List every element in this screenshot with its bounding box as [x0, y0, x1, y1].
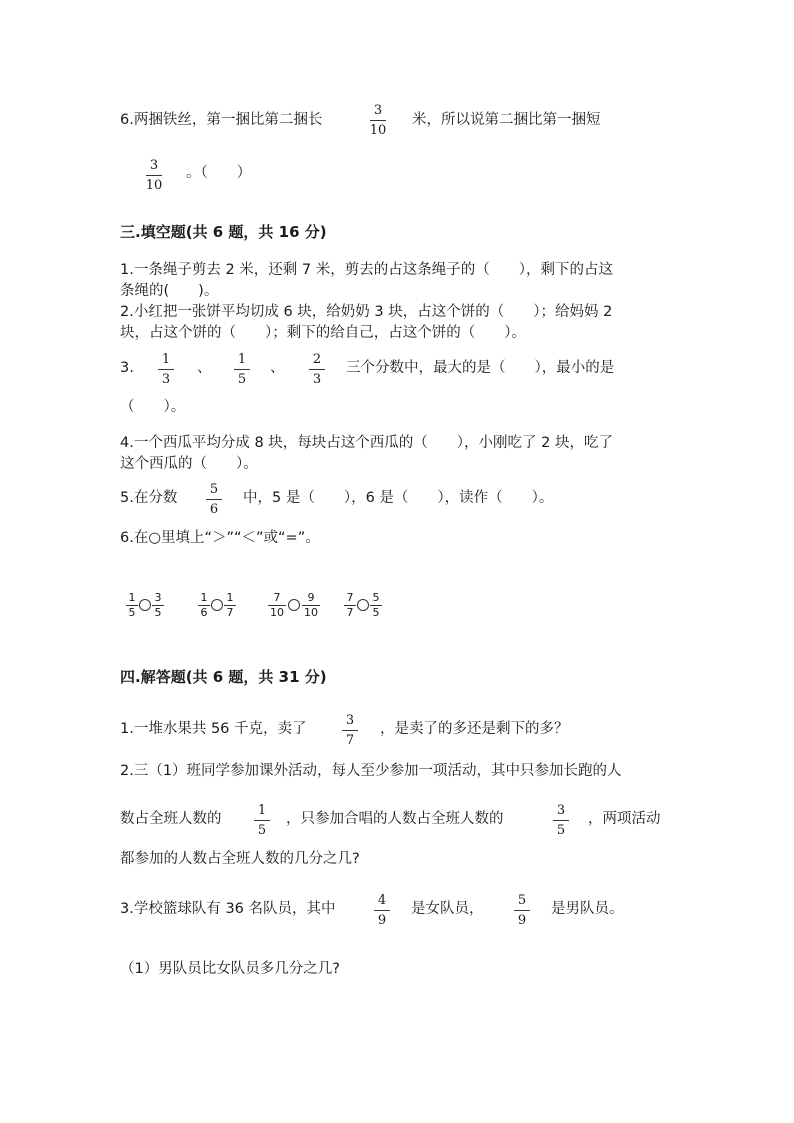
q6-fraction-b: [143, 158, 165, 193]
fraction-numerator: 7: [346, 591, 354, 604]
fraction-numerator: 3: [556, 803, 566, 818]
s4-q1-text-b: ，是卖了的多还是剩下的多？: [380, 721, 569, 737]
s4-q3-text-b: 是女队员，: [411, 901, 484, 917]
s3-q3-fraction-1: [155, 352, 177, 387]
compare-2-right-fraction: [224, 592, 236, 619]
fraction-denominator: 10: [304, 606, 318, 619]
s3-q5-text-a: 5.在分数: [120, 490, 178, 506]
s4-q2-text-a: 数占全班人数的: [120, 811, 222, 827]
s4-q2-fraction-1: [251, 803, 273, 838]
q6-fraction-a: [367, 103, 389, 138]
s4-q1-text-a: 1.一堆水果共 56 千克，卖了: [120, 721, 307, 737]
fraction-denominator: 6: [200, 606, 208, 619]
s3-q3-separator-1: 、: [197, 360, 212, 376]
fraction-numerator: 7: [273, 591, 281, 604]
compare-1-left-fraction: [126, 592, 138, 619]
compare-4-answer-circle[interactable]: [357, 599, 369, 611]
s4-q3-text-a: 3.学校篮球队有 36 名队员，其中: [120, 901, 336, 917]
fraction-denominator: 5: [154, 606, 162, 619]
fraction-denominator: 7: [226, 606, 234, 619]
fraction-denominator: 5: [556, 823, 566, 838]
fraction-numerator: 3: [149, 158, 159, 173]
s3-q3-fraction-3: [306, 352, 328, 387]
fraction-denominator: 10: [270, 606, 284, 619]
fraction-denominator: 5: [237, 372, 247, 387]
compare-4-right-fraction: [370, 592, 382, 619]
fraction-denominator: 7: [345, 733, 355, 748]
fraction-numerator: 5: [517, 893, 527, 908]
fraction-denominator: 5: [128, 606, 136, 619]
compare-2-left-fraction: [198, 592, 210, 619]
s3-q5-fraction: [203, 482, 225, 517]
s3-q3-fraction-2: [231, 352, 253, 387]
s4-q2-fraction-2: [550, 803, 572, 838]
compare-4-left-fraction: [344, 592, 356, 619]
q6-text-c: 。（ ）: [186, 165, 252, 181]
fraction-numerator: 5: [372, 591, 380, 604]
fraction-numerator: 1: [128, 591, 136, 604]
compare-2-answer-circle[interactable]: [211, 599, 223, 611]
q6-text-b: 米，所以说第二捆比第一捆短: [412, 112, 601, 128]
fraction-denominator: 6: [209, 502, 219, 517]
section3-title: 三.填空题(共 6 题，共 16 分): [120, 223, 327, 241]
fraction-numerator: 5: [209, 482, 219, 497]
fraction-denominator: 10: [369, 123, 387, 138]
s4-q3-fraction-1: [371, 893, 393, 928]
fraction-denominator: 7: [346, 606, 354, 619]
compare-3-left-fraction: [268, 592, 286, 619]
s3-q4-line1: 4.一个西瓜平均分成 8 块，每块占这个西瓜的（ ），小刚吃了 2 块，吃了: [120, 435, 613, 451]
s3-q1-line2: 条绳的( )。: [120, 283, 219, 299]
compare-3-answer-circle[interactable]: [288, 599, 300, 611]
s4-q3-text-c: 是男队员。: [551, 901, 624, 917]
fraction-numerator: 1: [237, 352, 247, 367]
fraction-numerator: 1: [161, 352, 171, 367]
fraction-numerator: 4: [377, 893, 387, 908]
fraction-numerator: 1: [200, 591, 208, 604]
s4-q3-fraction-2: [511, 893, 533, 928]
s4-q2-line1: 2.三（1）班同学参加课外活动，每人至少参加一项活动，其中只参加长跑的人: [120, 763, 622, 779]
q6-text-a: 6.两捆铁丝，第一捆比第二捆长: [120, 112, 323, 128]
s3-q1-line1: 1.一条绳子剪去 2 米，还剩 7 米，剪去的占这条绳子的（ ），剩下的占这: [120, 262, 613, 278]
compare-1-right-fraction: [152, 592, 164, 619]
fraction-numerator: 9: [307, 591, 315, 604]
fraction-denominator: 3: [312, 372, 322, 387]
s4-q2-text-b: ，只参加合唱的人数占全班人数的: [286, 811, 504, 827]
fraction-denominator: 3: [161, 372, 171, 387]
s3-q4-line2: 这个西瓜的（ ）。: [120, 456, 258, 472]
fraction-denominator: 5: [372, 606, 380, 619]
s3-q3-line2: （ ）。: [120, 399, 186, 415]
fraction-denominator: 9: [517, 913, 527, 928]
s3-q3-text: 三个分数中，最大的是（ ），最小的是: [346, 360, 615, 376]
fraction-numerator: 1: [257, 803, 267, 818]
s4-q2-line3: 都参加的人数占全班人数的几分之几?: [120, 851, 360, 867]
s3-q5-text-b: 中，5 是（ ），6 是（ ），读作（ ）。: [243, 490, 554, 506]
fraction-numerator: 3: [345, 713, 355, 728]
s4-q2-text-c: ，两项活动: [588, 811, 661, 827]
s3-q3-number: 3.: [120, 360, 134, 376]
fraction-denominator: 5: [257, 823, 267, 838]
compare-3-right-fraction: [302, 592, 320, 619]
compare-1-answer-circle[interactable]: [139, 599, 151, 611]
s3-q2-line1: 2.小红把一张饼平均切成 6 块，给奶奶 3 块，占这个饼的（ ）；给妈妈 2: [120, 304, 613, 320]
s3-q3-separator-2: 、: [270, 360, 285, 376]
s3-q6-instruction: 6.在○里填上“＞”“＜”或“=”。: [120, 530, 320, 546]
fraction-numerator: 1: [226, 591, 234, 604]
fraction-numerator: 3: [154, 591, 162, 604]
fraction-denominator: 10: [145, 178, 163, 193]
s3-q2-line2: 块，占这个饼的（ ）；剩下的给自己，占这个饼的（ ）。: [120, 325, 526, 341]
s4-q3-subquestion-1: （1）男队员比女队员多几分之几?: [120, 961, 340, 977]
section4-title: 四.解答题(共 6 题，共 31 分): [120, 668, 327, 686]
fraction-numerator: 3: [373, 103, 383, 118]
fraction-denominator: 9: [377, 913, 387, 928]
fraction-numerator: 2: [312, 352, 322, 367]
s4-q1-fraction: [339, 713, 361, 748]
